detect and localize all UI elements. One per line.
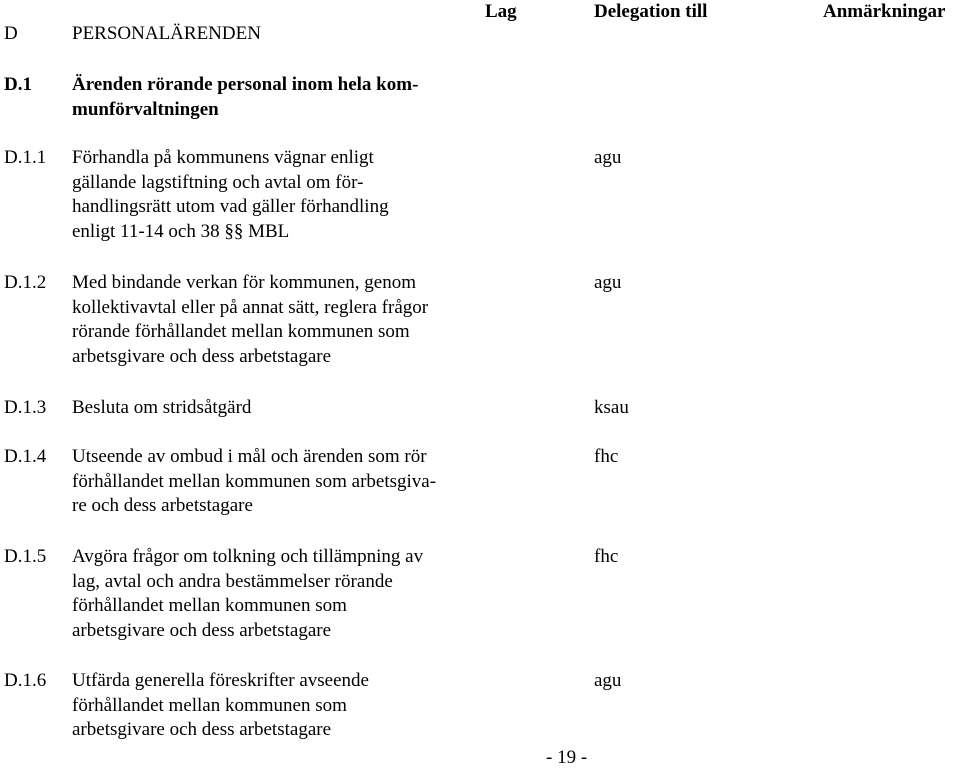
item-text-line: handlingsrätt utom vad gäller förhandling bbox=[72, 196, 389, 217]
item-text-line: Med bindande verkan för kommunen, genom bbox=[72, 272, 417, 293]
item-number: D.1.3 bbox=[4, 397, 47, 418]
subsection-title-line: munförvaltningen bbox=[72, 98, 219, 120]
page-number: - 19 - bbox=[546, 747, 588, 768]
item-text-line: Avgöra frågor om tolkning och tillämpning av bbox=[72, 546, 424, 567]
item-text bbox=[72, 271, 428, 369]
item-delegation: agu bbox=[594, 147, 622, 168]
column-header-delegation: Delegation till bbox=[594, 1, 708, 22]
item-number: D.1.2 bbox=[4, 272, 47, 293]
item-text-line: förhållandet mellan kommunen som arbetsgiva- bbox=[72, 470, 437, 492]
item-text bbox=[72, 545, 423, 643]
item-text-line: förhållandet mellan kommunen som bbox=[72, 595, 347, 616]
item-number: D.1.4 bbox=[4, 446, 47, 467]
item-text-line: lag, avtal och andra bestämmelser rörande bbox=[72, 570, 393, 592]
item-text-line: Förhandla på kommunens vägnar enligt bbox=[72, 147, 374, 168]
column-header-remarks: Anmärkningar bbox=[823, 1, 946, 22]
section-title: PERSONALÄRENDEN bbox=[72, 23, 261, 44]
item-number: D.1.5 bbox=[4, 546, 47, 567]
item-text-line: arbetsgivare och dess arbetstagare bbox=[72, 619, 332, 641]
item-text bbox=[72, 445, 436, 519]
section-letter: D bbox=[4, 23, 18, 44]
item-text-line: arbetsgivare och dess arbetstagare bbox=[72, 719, 332, 740]
item-text-line: gällande lagstiftning och avtal om för- bbox=[72, 171, 364, 193]
item-text bbox=[72, 396, 251, 421]
item-text-line: re och dess arbetstagare bbox=[72, 495, 253, 516]
item-text-line: Utfärda generella föreskrifter avseende bbox=[72, 670, 369, 691]
item-text-line: arbetsgivare och dess arbetstagare bbox=[72, 345, 332, 367]
item-delegation: fhc bbox=[594, 446, 619, 467]
subsection-number: D.1 bbox=[4, 74, 32, 95]
item-text-line: enligt 11-14 och 38 §§ MBL bbox=[72, 220, 290, 242]
item-number: D.1.6 bbox=[4, 670, 47, 691]
item-delegation: agu bbox=[594, 272, 622, 293]
item-text-line: Utseende av ombud i mål och ärenden som rör bbox=[72, 446, 427, 467]
item-text-line: rörande förhållandet mellan kommunen som bbox=[72, 321, 410, 342]
item-text-line: förhållandet mellan kommunen som bbox=[72, 694, 347, 716]
item-delegation: fhc bbox=[594, 546, 619, 567]
subsection-title bbox=[72, 73, 418, 122]
item-text bbox=[72, 146, 389, 244]
item-delegation: agu bbox=[594, 670, 622, 691]
item-text-line: Besluta om stridsåtgärd bbox=[72, 397, 252, 418]
item-number: D.1.1 bbox=[4, 147, 47, 168]
column-header-lag: Lag bbox=[485, 1, 517, 22]
item-delegation: ksau bbox=[594, 397, 629, 418]
subsection-title-line: Ärenden rörande personal inom hela kom- bbox=[72, 74, 419, 95]
item-text-line: kollektivavtal eller på annat sätt, reglera frågor bbox=[72, 296, 429, 318]
item-text bbox=[72, 669, 369, 743]
